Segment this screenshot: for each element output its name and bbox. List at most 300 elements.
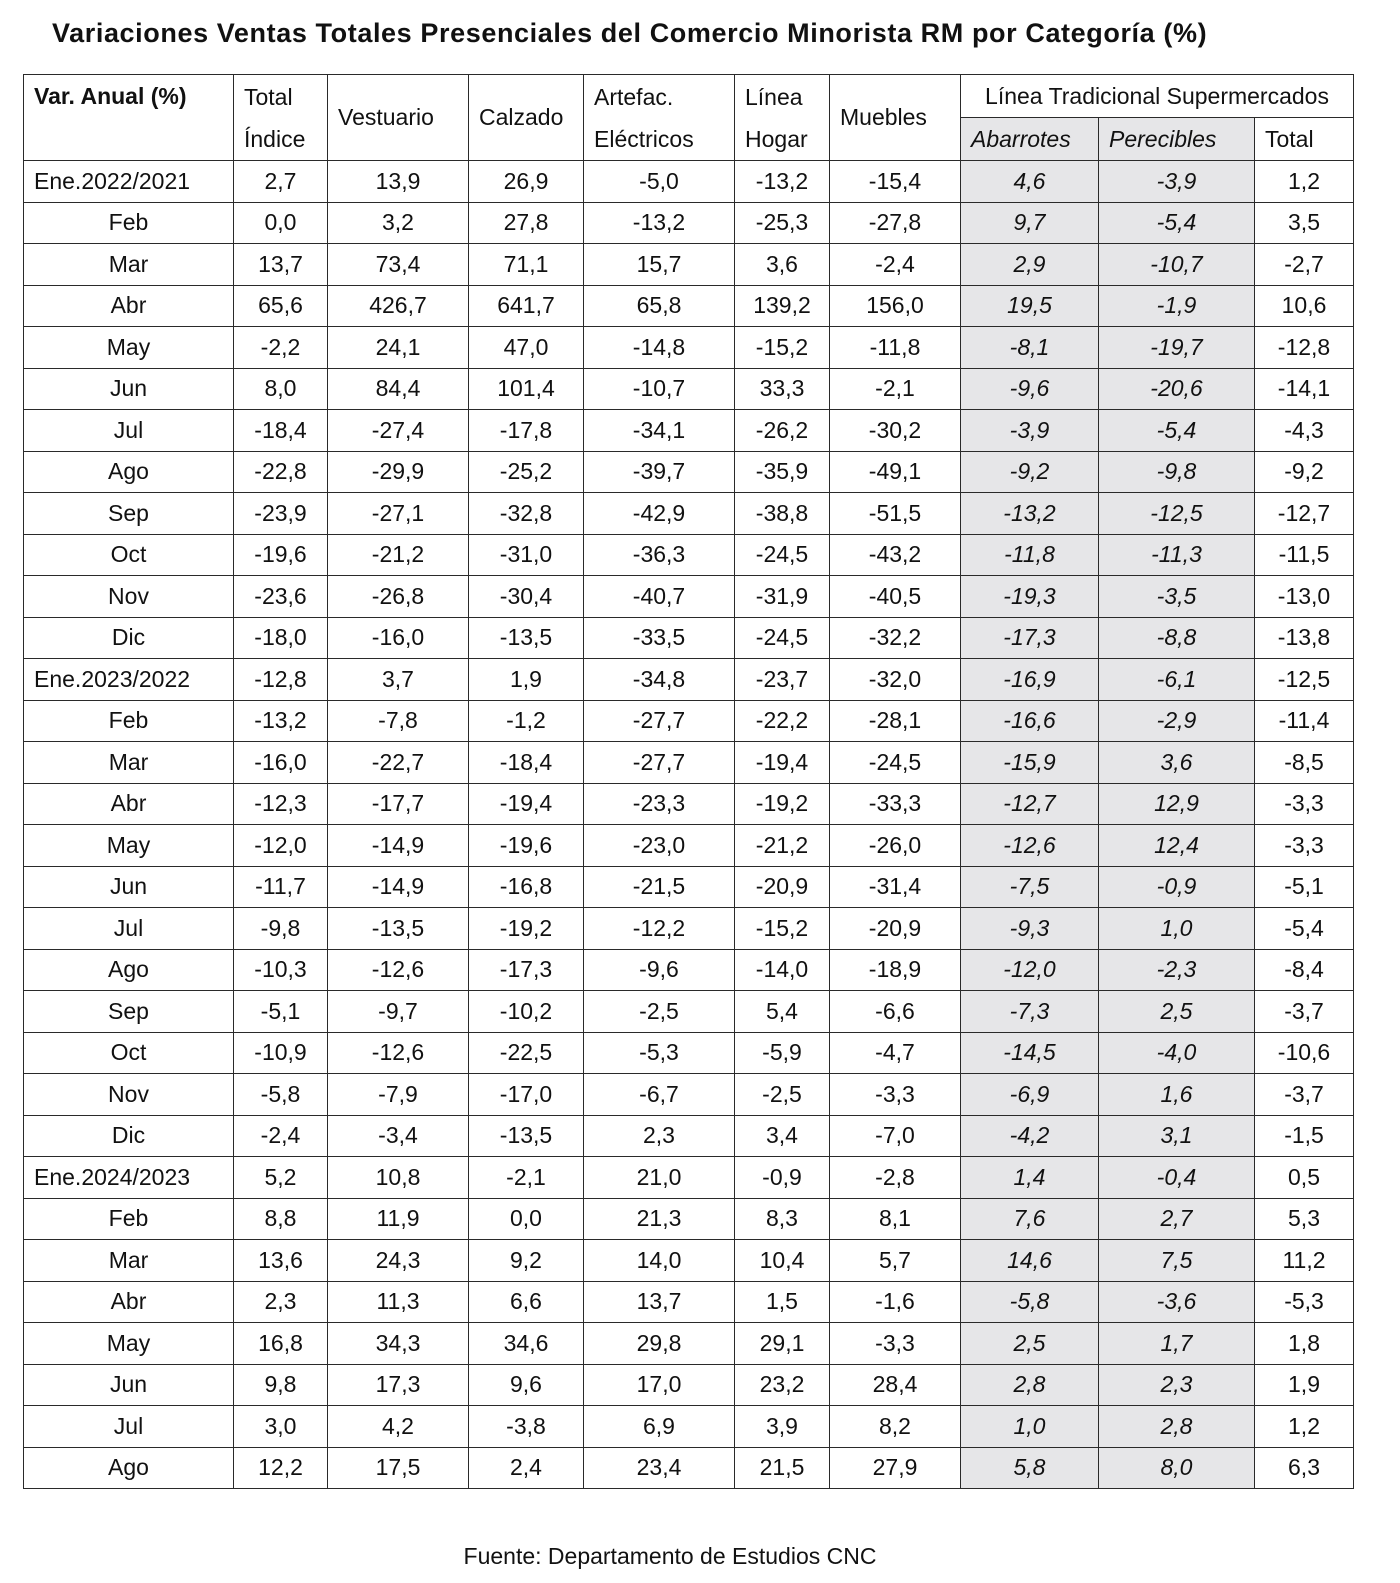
cell-artefac: -23,3	[584, 783, 735, 825]
cell-artefac: 21,3	[584, 1198, 735, 1240]
cell-total-indice: -2,2	[234, 327, 328, 369]
cell-muebles: -51,5	[830, 493, 961, 535]
cell-muebles: -27,8	[830, 202, 961, 244]
header-total-indice-line1: Total	[244, 83, 293, 110]
cell-perecibles: 1,6	[1099, 1074, 1255, 1116]
cell-linea-hogar: 8,3	[735, 1198, 830, 1240]
cell-total: -9,2	[1255, 451, 1354, 493]
row-label: Ago	[24, 949, 234, 991]
cell-abarrotes: 9,7	[961, 202, 1099, 244]
cell-artefac: -5,3	[584, 1032, 735, 1074]
cell-calzado: 0,0	[469, 1198, 584, 1240]
cell-calzado: -16,8	[469, 866, 584, 908]
cell-muebles: -2,4	[830, 244, 961, 286]
cell-vestuario: 11,3	[328, 1281, 469, 1323]
cell-calzado: -25,2	[469, 451, 584, 493]
cell-abarrotes: -17,3	[961, 617, 1099, 659]
cell-perecibles: -10,7	[1099, 244, 1255, 286]
cell-vestuario: 24,1	[328, 327, 469, 369]
table-row	[24, 202, 1354, 244]
cell-perecibles: 2,3	[1099, 1364, 1255, 1406]
cell-linea-hogar: 1,5	[735, 1281, 830, 1323]
cell-vestuario: -29,9	[328, 451, 469, 493]
cell-calzado: -13,5	[469, 1115, 584, 1157]
cell-perecibles: -20,6	[1099, 368, 1255, 410]
cell-total: 10,6	[1255, 285, 1354, 327]
cell-vestuario: -21,2	[328, 534, 469, 576]
cell-perecibles: -9,8	[1099, 451, 1255, 493]
cell-artefac: 29,8	[584, 1323, 735, 1365]
cell-muebles: -1,6	[830, 1281, 961, 1323]
cell-total-indice: 16,8	[234, 1323, 328, 1365]
cell-calzado: 47,0	[469, 327, 584, 369]
cell-total-indice: -5,1	[234, 991, 328, 1033]
cell-calzado: -19,4	[469, 783, 584, 825]
cell-perecibles: -5,4	[1099, 202, 1255, 244]
table-row	[24, 949, 1354, 991]
cell-muebles: -32,2	[830, 617, 961, 659]
cell-linea-hogar: 3,9	[735, 1406, 830, 1448]
cell-artefac: 13,7	[584, 1281, 735, 1323]
cell-abarrotes: -15,9	[961, 742, 1099, 784]
row-label: Nov	[24, 1074, 234, 1116]
cell-muebles: 5,7	[830, 1240, 961, 1282]
cell-perecibles: -0,4	[1099, 1157, 1255, 1199]
cell-vestuario: -14,9	[328, 825, 469, 867]
table-title: Variaciones Ventas Totales Presenciales del Comercio Minorista RM por Categoría (%)	[52, 18, 1208, 48]
corner-header: Var. Anual (%)	[24, 75, 234, 161]
cell-linea-hogar: 21,5	[735, 1447, 830, 1489]
cell-calzado: -1,2	[469, 700, 584, 742]
cell-abarrotes: -7,3	[961, 991, 1099, 1033]
table-row	[24, 742, 1354, 784]
cell-total: -1,5	[1255, 1115, 1354, 1157]
cell-total: -3,7	[1255, 991, 1354, 1033]
table-row	[24, 285, 1354, 327]
cell-calzado: 6,6	[469, 1281, 584, 1323]
row-label: May	[24, 327, 234, 369]
cell-total-indice: -23,9	[234, 493, 328, 535]
cell-abarrotes: 19,5	[961, 285, 1099, 327]
row-label: Mar	[24, 742, 234, 784]
cell-perecibles: -12,5	[1099, 493, 1255, 535]
cell-calzado: 71,1	[469, 244, 584, 286]
cell-artefac: -13,2	[584, 202, 735, 244]
table-row	[24, 1323, 1354, 1365]
row-label: Mar	[24, 244, 234, 286]
cell-linea-hogar: 33,3	[735, 368, 830, 410]
header-muebles: Muebles	[830, 75, 961, 161]
cell-abarrotes: 7,6	[961, 1198, 1099, 1240]
table-row	[24, 991, 1354, 1033]
table-row	[24, 1157, 1354, 1199]
cell-perecibles: -0,9	[1099, 866, 1255, 908]
cell-linea-hogar: -24,5	[735, 617, 830, 659]
cell-perecibles: 12,4	[1099, 825, 1255, 867]
cell-muebles: -26,0	[830, 825, 961, 867]
cell-artefac: -14,8	[584, 327, 735, 369]
cell-perecibles: 3,6	[1099, 742, 1255, 784]
data-table-container	[23, 74, 1353, 1489]
cell-artefac: -6,7	[584, 1074, 735, 1116]
header-artefac	[584, 75, 735, 161]
cell-perecibles: -3,5	[1099, 576, 1255, 618]
row-label: Feb	[24, 1198, 234, 1240]
cell-perecibles: -8,8	[1099, 617, 1255, 659]
cell-muebles: -7,0	[830, 1115, 961, 1157]
cell-artefac: -23,0	[584, 825, 735, 867]
row-label: Jul	[24, 410, 234, 452]
cell-total: -3,3	[1255, 825, 1354, 867]
cell-calzado: -3,8	[469, 1406, 584, 1448]
header-abarrotes: Abarrotes	[961, 118, 1099, 161]
cell-perecibles: 7,5	[1099, 1240, 1255, 1282]
cell-linea-hogar: -15,2	[735, 908, 830, 950]
cell-total-indice: 3,0	[234, 1406, 328, 1448]
row-label: Jul	[24, 908, 234, 950]
cell-perecibles: -5,4	[1099, 410, 1255, 452]
cell-perecibles: -2,9	[1099, 700, 1255, 742]
cell-total: -5,1	[1255, 866, 1354, 908]
cell-total: 1,2	[1255, 1406, 1354, 1448]
cell-muebles: -2,8	[830, 1157, 961, 1199]
table-row	[24, 659, 1354, 701]
cell-linea-hogar: 29,1	[735, 1323, 830, 1365]
row-label: Jun	[24, 866, 234, 908]
cell-calzado: -32,8	[469, 493, 584, 535]
cell-abarrotes: -9,3	[961, 908, 1099, 950]
cell-calzado: -17,8	[469, 410, 584, 452]
cell-total: -12,7	[1255, 493, 1354, 535]
cell-vestuario: 17,3	[328, 1364, 469, 1406]
cell-vestuario: 17,5	[328, 1447, 469, 1489]
cell-total-indice: -18,4	[234, 410, 328, 452]
table-body	[24, 161, 1354, 1489]
row-label: Mar	[24, 1240, 234, 1282]
table-row	[24, 700, 1354, 742]
cell-linea-hogar: -13,2	[735, 161, 830, 203]
cell-vestuario: -26,8	[328, 576, 469, 618]
cell-abarrotes: -6,9	[961, 1074, 1099, 1116]
cell-calzado: 9,2	[469, 1240, 584, 1282]
cell-total-indice: -10,9	[234, 1032, 328, 1074]
cell-calzado: -13,5	[469, 617, 584, 659]
cell-total: 11,2	[1255, 1240, 1354, 1282]
cell-muebles: 28,4	[830, 1364, 961, 1406]
cell-abarrotes: 2,5	[961, 1323, 1099, 1365]
cell-total: 5,3	[1255, 1198, 1354, 1240]
cell-total-indice: 13,6	[234, 1240, 328, 1282]
cell-artefac: -12,2	[584, 908, 735, 950]
row-label: Jul	[24, 1406, 234, 1448]
cell-linea-hogar: -0,9	[735, 1157, 830, 1199]
cell-artefac: -36,3	[584, 534, 735, 576]
cell-linea-hogar: -26,2	[735, 410, 830, 452]
cell-total: -8,5	[1255, 742, 1354, 784]
row-label: Dic	[24, 617, 234, 659]
cell-linea-hogar: 10,4	[735, 1240, 830, 1282]
cell-artefac: 65,8	[584, 285, 735, 327]
cell-artefac: -2,5	[584, 991, 735, 1033]
cell-perecibles: 2,5	[1099, 991, 1255, 1033]
cell-total: 1,8	[1255, 1323, 1354, 1365]
header-artefac-line1: Artefac.	[594, 83, 674, 110]
cell-total: -11,5	[1255, 534, 1354, 576]
cell-calzado: 641,7	[469, 285, 584, 327]
cell-calzado: -22,5	[469, 1032, 584, 1074]
cell-artefac: 14,0	[584, 1240, 735, 1282]
table-row	[24, 368, 1354, 410]
table-row	[24, 1447, 1354, 1489]
cell-abarrotes: 2,8	[961, 1364, 1099, 1406]
cell-artefac: 2,3	[584, 1115, 735, 1157]
cell-muebles: 8,2	[830, 1406, 961, 1448]
cell-vestuario: -12,6	[328, 949, 469, 991]
cell-calzado: -31,0	[469, 534, 584, 576]
cell-total: -4,3	[1255, 410, 1354, 452]
cell-muebles: -30,2	[830, 410, 961, 452]
cell-abarrotes: -11,8	[961, 534, 1099, 576]
cell-calzado: 2,4	[469, 1447, 584, 1489]
cell-total-indice: -16,0	[234, 742, 328, 784]
table-row	[24, 161, 1354, 203]
row-label: Feb	[24, 202, 234, 244]
cell-vestuario: 34,3	[328, 1323, 469, 1365]
cell-muebles: -43,2	[830, 534, 961, 576]
cell-perecibles: -1,9	[1099, 285, 1255, 327]
cell-total-indice: -10,3	[234, 949, 328, 991]
cell-linea-hogar: -23,7	[735, 659, 830, 701]
cell-artefac: -27,7	[584, 700, 735, 742]
cell-total-indice: -12,3	[234, 783, 328, 825]
cell-total: -8,4	[1255, 949, 1354, 991]
cell-total-indice: -22,8	[234, 451, 328, 493]
cell-vestuario: 73,4	[328, 244, 469, 286]
cell-total-indice: -12,8	[234, 659, 328, 701]
table-row	[24, 451, 1354, 493]
table-row	[24, 1032, 1354, 1074]
cell-vestuario: -16,0	[328, 617, 469, 659]
cell-vestuario: -27,4	[328, 410, 469, 452]
row-label: Ago	[24, 1447, 234, 1489]
cell-calzado: 27,8	[469, 202, 584, 244]
cell-total-indice: 0,0	[234, 202, 328, 244]
row-label: Abr	[24, 1281, 234, 1323]
cell-total: 0,5	[1255, 1157, 1354, 1199]
cell-linea-hogar: -38,8	[735, 493, 830, 535]
cell-artefac: 15,7	[584, 244, 735, 286]
header-total: Total	[1255, 118, 1354, 161]
cell-abarrotes: -12,6	[961, 825, 1099, 867]
cell-vestuario: -27,1	[328, 493, 469, 535]
cell-linea-hogar: -14,0	[735, 949, 830, 991]
table-row	[24, 1406, 1354, 1448]
cell-abarrotes: 1,0	[961, 1406, 1099, 1448]
cell-abarrotes: -4,2	[961, 1115, 1099, 1157]
cell-calzado: -19,6	[469, 825, 584, 867]
cell-calzado: 101,4	[469, 368, 584, 410]
cell-perecibles: -3,6	[1099, 1281, 1255, 1323]
cell-perecibles: 8,0	[1099, 1447, 1255, 1489]
table-row	[24, 576, 1354, 618]
cell-total-indice: 9,8	[234, 1364, 328, 1406]
cell-linea-hogar: 5,4	[735, 991, 830, 1033]
table-row	[24, 866, 1354, 908]
cell-total: 6,3	[1255, 1447, 1354, 1489]
row-label: Jun	[24, 1364, 234, 1406]
table-row	[24, 327, 1354, 369]
cell-vestuario: -14,9	[328, 866, 469, 908]
cell-total: -5,4	[1255, 908, 1354, 950]
row-label: Ago	[24, 451, 234, 493]
row-label: Dic	[24, 1115, 234, 1157]
cell-artefac: -40,7	[584, 576, 735, 618]
row-label: Sep	[24, 493, 234, 535]
cell-muebles: -40,5	[830, 576, 961, 618]
cell-abarrotes: -16,9	[961, 659, 1099, 701]
cell-total: -13,8	[1255, 617, 1354, 659]
cell-muebles: -18,9	[830, 949, 961, 991]
cell-linea-hogar: 3,6	[735, 244, 830, 286]
cell-artefac: -21,5	[584, 866, 735, 908]
cell-linea-hogar: -19,4	[735, 742, 830, 784]
table-row	[24, 1364, 1354, 1406]
header-perecibles: Perecibles	[1099, 118, 1255, 161]
cell-muebles: -32,0	[830, 659, 961, 701]
row-label: Ene.2024/2023	[24, 1157, 234, 1199]
row-label: Ene.2023/2022	[24, 659, 234, 701]
cell-linea-hogar: -21,2	[735, 825, 830, 867]
cell-abarrotes: -12,0	[961, 949, 1099, 991]
cell-vestuario: 24,3	[328, 1240, 469, 1282]
cell-total-indice: -19,6	[234, 534, 328, 576]
cell-muebles: -15,4	[830, 161, 961, 203]
cell-artefac: 17,0	[584, 1364, 735, 1406]
cell-perecibles: 2,7	[1099, 1198, 1255, 1240]
cell-muebles: -3,3	[830, 1323, 961, 1365]
cell-total-indice: 12,2	[234, 1447, 328, 1489]
cell-linea-hogar: -2,5	[735, 1074, 830, 1116]
cell-artefac: -27,7	[584, 742, 735, 784]
cell-total: 1,2	[1255, 161, 1354, 203]
cell-total-indice: -2,4	[234, 1115, 328, 1157]
header-group-supermercados: Línea Tradicional Supermercados	[961, 75, 1354, 118]
cell-total: -12,8	[1255, 327, 1354, 369]
cell-muebles: 27,9	[830, 1447, 961, 1489]
cell-perecibles: -3,9	[1099, 161, 1255, 203]
cell-perecibles: -19,7	[1099, 327, 1255, 369]
cell-perecibles: 1,0	[1099, 908, 1255, 950]
cell-abarrotes: -13,2	[961, 493, 1099, 535]
cell-total-indice: 5,2	[234, 1157, 328, 1199]
cell-vestuario: -3,4	[328, 1115, 469, 1157]
cell-muebles: -28,1	[830, 700, 961, 742]
row-label: Ene.2022/2021	[24, 161, 234, 203]
cell-total-indice: 13,7	[234, 244, 328, 286]
row-label: May	[24, 825, 234, 867]
cell-abarrotes: -12,7	[961, 783, 1099, 825]
cell-total: -10,6	[1255, 1032, 1354, 1074]
cell-muebles: -3,3	[830, 1074, 961, 1116]
cell-abarrotes: 1,4	[961, 1157, 1099, 1199]
cell-total: -13,0	[1255, 576, 1354, 618]
table-row	[24, 410, 1354, 452]
cell-muebles: -11,8	[830, 327, 961, 369]
cell-muebles: -2,1	[830, 368, 961, 410]
header-total-indice-line2: Índice	[244, 125, 306, 152]
table-row	[24, 1198, 1354, 1240]
cell-linea-hogar: 23,2	[735, 1364, 830, 1406]
cell-perecibles: -6,1	[1099, 659, 1255, 701]
table-row	[24, 1281, 1354, 1323]
header-artefac-line2: Eléctricos	[594, 125, 694, 152]
cell-linea-hogar: -22,2	[735, 700, 830, 742]
cell-total-indice: -12,0	[234, 825, 328, 867]
cell-artefac: -39,7	[584, 451, 735, 493]
cell-muebles: 156,0	[830, 285, 961, 327]
cell-abarrotes: -14,5	[961, 1032, 1099, 1074]
cell-vestuario: -22,7	[328, 742, 469, 784]
cell-total-indice: -9,8	[234, 908, 328, 950]
cell-linea-hogar: -31,9	[735, 576, 830, 618]
cell-total: -5,3	[1255, 1281, 1354, 1323]
cell-calzado: -18,4	[469, 742, 584, 784]
cell-calzado: -2,1	[469, 1157, 584, 1199]
cell-abarrotes: 4,6	[961, 161, 1099, 203]
cell-perecibles: 12,9	[1099, 783, 1255, 825]
cell-linea-hogar: -19,2	[735, 783, 830, 825]
cell-perecibles: -4,0	[1099, 1032, 1255, 1074]
data-table	[23, 74, 1354, 1489]
cell-artefac: -42,9	[584, 493, 735, 535]
cell-total-indice: 2,3	[234, 1281, 328, 1323]
cell-calzado: -17,3	[469, 949, 584, 991]
cell-total-indice: 2,7	[234, 161, 328, 203]
cell-muebles: -33,3	[830, 783, 961, 825]
cell-perecibles: 2,8	[1099, 1406, 1255, 1448]
cell-calzado: 1,9	[469, 659, 584, 701]
source-note: Fuente: Departamento de Estudios CNC	[463, 1543, 877, 1569]
cell-muebles: 8,1	[830, 1198, 961, 1240]
cell-abarrotes: -3,9	[961, 410, 1099, 452]
cell-abarrotes: -7,5	[961, 866, 1099, 908]
cell-calzado: 9,6	[469, 1364, 584, 1406]
cell-vestuario: 3,2	[328, 202, 469, 244]
cell-artefac: -33,5	[584, 617, 735, 659]
table-row	[24, 1115, 1354, 1157]
row-label: Nov	[24, 576, 234, 618]
cell-total-indice: -5,8	[234, 1074, 328, 1116]
row-label: Oct	[24, 534, 234, 576]
cell-artefac: -34,8	[584, 659, 735, 701]
cell-muebles: -31,4	[830, 866, 961, 908]
header-calzado: Calzado	[469, 75, 584, 161]
header-vestuario: Vestuario	[328, 75, 469, 161]
cell-muebles: -49,1	[830, 451, 961, 493]
cell-total-indice: -13,2	[234, 700, 328, 742]
row-label: Feb	[24, 700, 234, 742]
cell-total: -14,1	[1255, 368, 1354, 410]
cell-artefac: 6,9	[584, 1406, 735, 1448]
cell-total: -12,5	[1255, 659, 1354, 701]
cell-artefac: 23,4	[584, 1447, 735, 1489]
cell-abarrotes: -16,6	[961, 700, 1099, 742]
cell-abarrotes: -9,6	[961, 368, 1099, 410]
cell-perecibles: 1,7	[1099, 1323, 1255, 1365]
cell-abarrotes: -19,3	[961, 576, 1099, 618]
cell-vestuario: 13,9	[328, 161, 469, 203]
cell-total-indice: 8,8	[234, 1198, 328, 1240]
